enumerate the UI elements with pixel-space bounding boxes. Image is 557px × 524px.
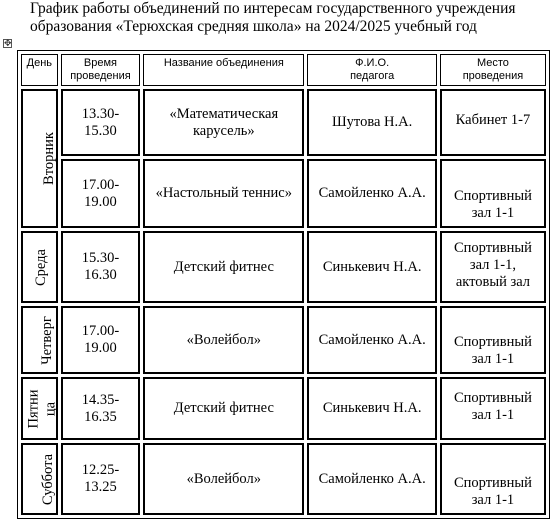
day-cell-thursday: Четверг [21,306,58,374]
table-row [21,159,546,228]
teacher-cell: Синькевич Н.А. [307,377,437,440]
document-title: График работы объединений по интересам государственного учреждения образования «Терюхская средняя школа» на 2024/2025 учебный год [30,0,516,35]
name-cell: Детский фитнес [143,231,304,303]
table-row [21,231,546,303]
table-row [21,377,546,440]
name-cell: «Математическая карусель» [143,89,304,156]
time-cell: 17.00-19.00 [61,159,141,228]
header-time: Время проведения [61,54,141,86]
place-cell: Спортивный зал 1-1 [440,443,546,515]
place-cell: Кабинет 1-7 [440,89,546,156]
table-row [21,443,546,515]
teacher-cell: Синькевич Н.А. [307,231,437,303]
place-cell: Спортивный зал 1-1 [440,159,546,228]
table-row [21,89,546,156]
header-place: Место проведения [440,54,546,86]
day-cell-friday: Пятни ца [21,377,58,440]
time-cell: 12.25-13.25 [61,443,141,515]
header-day: День [21,54,58,86]
place-cell: Спортивный зал 1-1 [440,306,546,374]
place-cell: Спортивный зал 1-1 [440,377,546,440]
name-cell: «Волейбол» [143,306,304,374]
name-cell: «Волейбол» [143,443,304,515]
day-cell-wednesday: Среда [21,231,58,303]
day-cell-saturday: Суббота [21,443,58,515]
teacher-cell: Самойленко А.А. [307,443,437,515]
header-name: Название объединения [143,54,304,86]
time-cell: 14.35-16.35 [61,377,141,440]
time-cell: 17.00-19.00 [61,306,141,374]
day-cell-tuesday: Вторник [21,89,58,228]
header-teacher: Ф.И.О. педагога [307,54,437,86]
teacher-cell: Самойленко А.А. [307,159,437,228]
time-cell: 13.30-15.30 [61,89,141,156]
name-cell: «Настольный теннис» [143,159,304,228]
place-cell: Спортивный зал 1-1, актовый зал [440,231,546,303]
name-cell: Детский фитнес [143,377,304,440]
teacher-cell: Самойленко А.А. [307,306,437,374]
schedule-table [17,50,550,519]
teacher-cell: Шутова Н.А. [307,89,437,156]
table-row [21,306,546,374]
table-move-handle-icon[interactable]: ✥ [4,39,12,49]
table-header-row [21,54,546,86]
time-cell: 15.30-16.30 [61,231,141,303]
